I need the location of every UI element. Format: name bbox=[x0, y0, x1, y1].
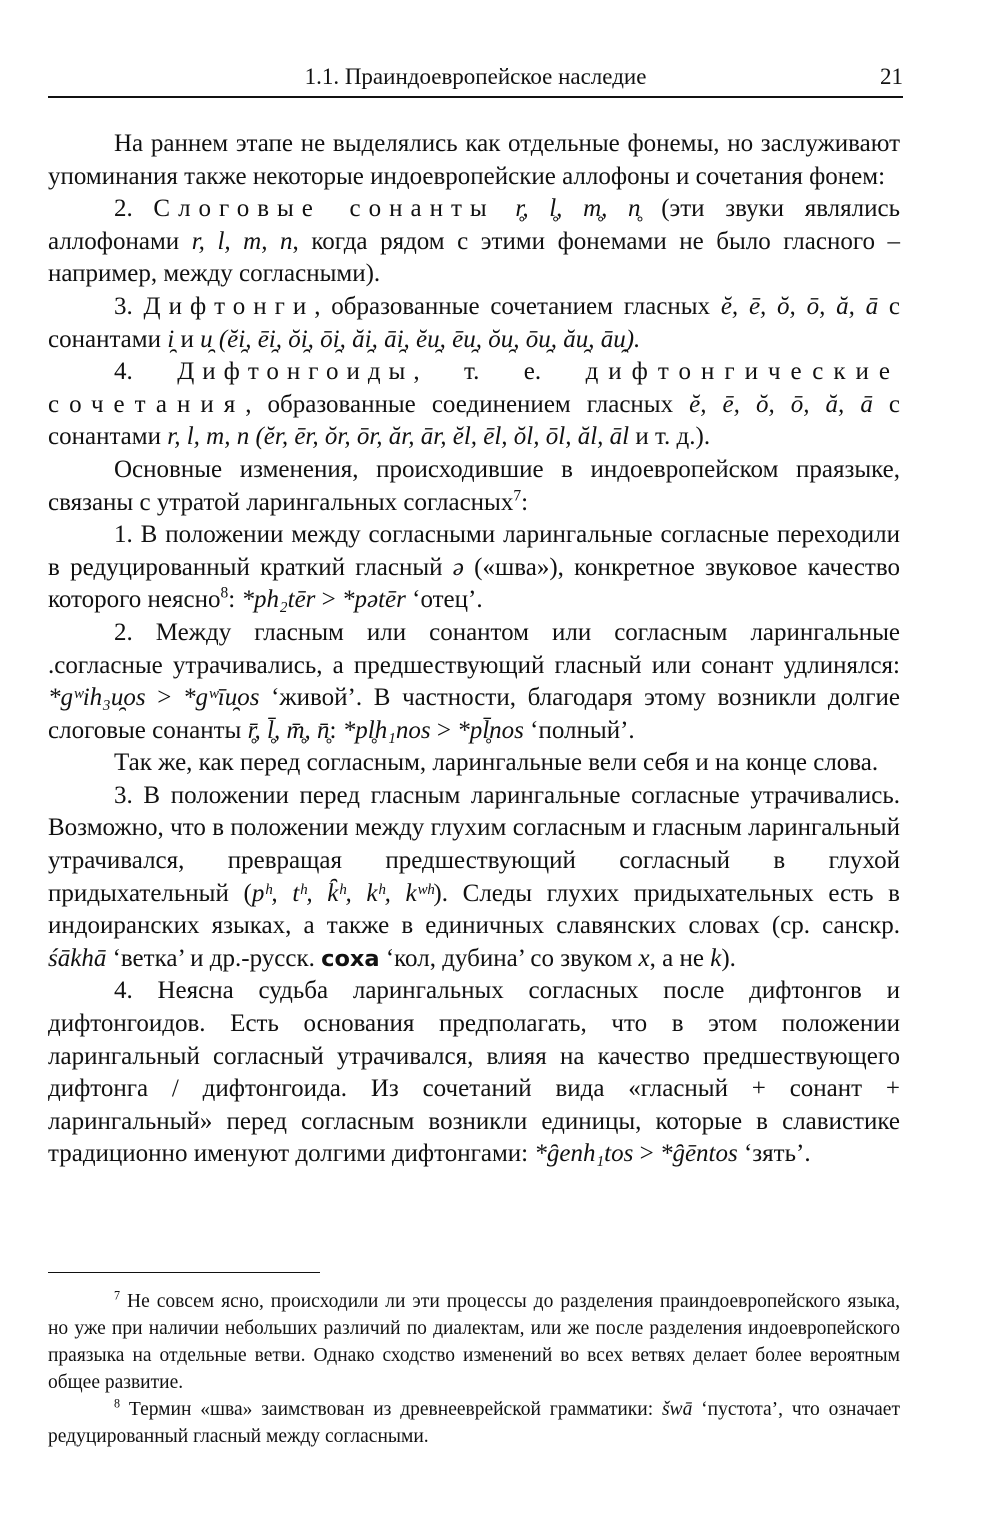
text-run: , а не bbox=[649, 944, 711, 972]
text-run: и bbox=[174, 325, 201, 353]
footnote-divider bbox=[48, 1272, 320, 1273]
gloss: ‘отец’. bbox=[405, 586, 483, 614]
footnote-text: ‘пустота’, что означает редуцированный гласный между согласными. bbox=[48, 1399, 900, 1447]
header-title: 1.1. Праиндоевропейское наследие bbox=[304, 64, 647, 89]
running-header bbox=[48, 62, 903, 98]
text-run: , когда рядом с этими фонемами не было гласного – например, между согласными). bbox=[48, 227, 901, 288]
text-run: , т. е. bbox=[413, 358, 586, 386]
paragraph-change-1 bbox=[48, 519, 900, 617]
reconstructed-form: *pətēr bbox=[342, 586, 406, 614]
gloss: ‘ветка’ и др.-русск. bbox=[106, 944, 322, 972]
text-run: и т. д.). bbox=[629, 423, 711, 451]
main-text bbox=[48, 128, 900, 1171]
text-run: > bbox=[633, 1140, 660, 1168]
page-number: 21 bbox=[880, 64, 903, 89]
reconstructed-form: *ph₂tēr bbox=[241, 586, 316, 614]
footnote-ref-7[interactable]: 7 bbox=[513, 487, 522, 505]
gloss: ‘кол, дубина’ со звуком bbox=[379, 944, 639, 972]
aspirate-symbols: pʰ, tʰ, k̑ʰ, kʰ, kʷʰ bbox=[251, 879, 434, 907]
text-run: > bbox=[430, 716, 458, 744]
text-run: > bbox=[145, 684, 184, 712]
sonant-symbols: r̥, l̥, m̥, n̥ bbox=[515, 195, 641, 223]
sonant-i: i̯ bbox=[167, 325, 175, 353]
paragraph-item-4 bbox=[48, 356, 900, 454]
paragraph-intro: На раннем этапе не выделялись как отдельные фонемы, но заслуживают упоминания также некоторые индоевропейские аллофоны и сочетания фонем: bbox=[48, 130, 900, 190]
footnotes bbox=[48, 1288, 900, 1450]
term-diphthongoids: Дифтонгоиды bbox=[177, 358, 414, 386]
footnote-text: Термин «шва» заимствован из древнееврейской грамматики: bbox=[120, 1399, 662, 1420]
text-run: ). bbox=[721, 944, 736, 972]
item-number: 4. bbox=[114, 358, 133, 386]
gloss: ‘полный’. bbox=[523, 716, 635, 744]
paragraph-main-changes bbox=[48, 454, 900, 519]
reconstructed-form: *pl̥h₁nos bbox=[342, 716, 431, 744]
diphthong-examples: (ĕi̯, ēi̯, ŏi̯, ōi̯, ăi̯, āi̯, ĕu̯, ēu̯, ŏu̯, ōu̯, ău̯, āu̯). bbox=[212, 325, 641, 353]
text-run: (эти звуки являлись аллофонами bbox=[48, 195, 901, 255]
reconstructed-form: *gʷīu̯os bbox=[183, 684, 260, 712]
paragraph-item-3 bbox=[48, 291, 900, 356]
text-run: . В частности, благодаря этому возникли долгие слоговые сонанты bbox=[48, 684, 900, 744]
reconstructed-form: *pl̥̄nos bbox=[457, 716, 524, 744]
text-run: с сонантами bbox=[48, 292, 900, 353]
paragraph-change-2-end: Так же, как перед согласным, ларингальные вели себя и на конце слова. bbox=[114, 749, 879, 777]
footnote-number: 8 bbox=[114, 1396, 121, 1411]
text-run: : bbox=[228, 586, 242, 614]
item-number: 3. bbox=[114, 292, 133, 320]
diphthongoid-examples: (ĕr, ēr, ŏr, ōr, ăr, ār, ĕl, ēl, ŏl, ōl, ăl, āl bbox=[255, 423, 630, 451]
reconstructed-form: *gʷih₃u̯os bbox=[48, 684, 146, 712]
allophone-symbols: r, l, m, n bbox=[191, 227, 293, 255]
text-run: > bbox=[315, 586, 343, 614]
footnote-7 bbox=[48, 1288, 900, 1396]
item-number: 2. bbox=[114, 195, 133, 223]
sanskrit-word: śākhā bbox=[48, 944, 107, 972]
text-run: , образованные сочетанием гласных bbox=[314, 292, 721, 320]
text-run: 4. Неясна судьба ларингальных согласных после дифтонгов и дифтонгоидов. Есть основания предполагать, что в этом положении ларингальный согласный утрачивался, влияя на качество предшествующего дифтонга / дифтонгоида. Из сочетаний вида «гласный + сонант + ларингальный» перед согласным возникли единицы, которые в славистике традиционно именуют долгими дифтонгами: bbox=[48, 977, 900, 1168]
term-diphthongs: Дифтонги bbox=[143, 292, 315, 320]
footnote-text: Не совсем ясно, происходили ли эти процессы до разделения праиндоевропейского языка, но уже при наличии небольших различий по диалектам, или же после разделения индоевропейского праязыка на отдельные ветви. Однако сходство изменений во всех ветвях делает более вероятным общее развитие. bbox=[48, 1291, 900, 1393]
paragraph-change-4 bbox=[48, 975, 900, 1171]
text-run: , образованные соединением гласных bbox=[245, 390, 690, 418]
footnote-ref-8[interactable]: 8 bbox=[220, 584, 229, 602]
term-syllabic-sonants: Слоговые сонанты bbox=[153, 195, 495, 223]
schwa-symbol: ə bbox=[452, 553, 464, 581]
paragraph-change-2 bbox=[48, 617, 900, 747]
gloss: ‘живой’ bbox=[259, 684, 356, 712]
text-run: : bbox=[521, 488, 529, 516]
gloss: ‘зять’. bbox=[737, 1140, 811, 1168]
paragraph-change-3 bbox=[48, 780, 900, 976]
text-run: 3. В положении перед гласным ларингальные согласные утрачивались. Возможно, что в положении между глухим согласным и гласным ларингальный утрачивался, превращая предшествующий согласный в глухой придыхательный ( bbox=[48, 781, 900, 907]
sonant-symbols: r, l, m, n bbox=[167, 423, 250, 451]
text-run: с сонантами bbox=[48, 390, 900, 451]
footnote-number: 7 bbox=[114, 1288, 121, 1303]
long-sonant-symbols: r̥̄, l̥̄, m̥̄, n̥̄ bbox=[247, 716, 330, 744]
sound-symbol: x bbox=[638, 944, 650, 972]
vowel-symbols: ĕ, ē, ŏ, ō, ă, ā bbox=[720, 292, 879, 320]
text-run: : bbox=[329, 716, 343, 744]
sonant-u: u̯ bbox=[200, 325, 213, 353]
sound-symbol: k bbox=[710, 944, 722, 972]
term-diphthongic-combinations: дифтонгические сочетания bbox=[48, 358, 900, 418]
old-russian-word: соха bbox=[321, 945, 380, 972]
paragraph-item-2 bbox=[48, 193, 900, 291]
footnote-8 bbox=[48, 1396, 900, 1450]
reconstructed-form: *g̑ēntos bbox=[659, 1140, 738, 1168]
text-run: Основные изменения, происходившие в индоевропейском праязыке, связаны с утратой ларингальных согласных bbox=[48, 455, 900, 516]
text-run: ). Следы глухих придыхательных есть в индоиранских языках, а также в единичных славянских словах (ср. санскр. bbox=[48, 879, 900, 940]
vowel-symbols: ĕ, ē, ŏ, ō, ă, ā bbox=[689, 390, 873, 418]
hebrew-term: šwā bbox=[661, 1399, 693, 1420]
text-run: 1. В положении между согласными ларингальные согласные переходили в редуцированный краткий гласный bbox=[48, 521, 900, 581]
reconstructed-form: *g̑enh₁tos bbox=[534, 1140, 634, 1168]
text-run: 2. Между гласным или сонантом или согласным ларингальные .согласные утрачивались, а предшествующий гласный или сонант удлинялся: bbox=[48, 618, 900, 679]
text-run: («шва»), конкретное звуковое качество которого неясно bbox=[48, 553, 900, 614]
